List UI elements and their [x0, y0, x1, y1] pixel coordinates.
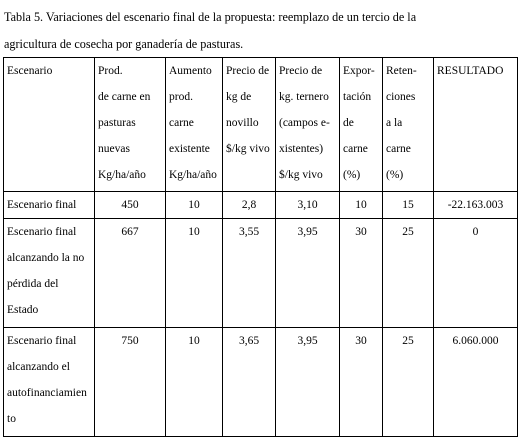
- header-prod-carne: Prod. de carne en pasturas nuevas Kg/ha/año: [95, 58, 166, 192]
- precio-novillo-cell: 3,65: [223, 328, 276, 437]
- aumento-cell: 10: [166, 328, 223, 437]
- aumento-cell: 10: [166, 219, 223, 328]
- table-row: [4, 219, 518, 328]
- header-precio-ternero: Precio de kg. ternero (campos e- xistentes) $/kg vivo: [276, 58, 340, 192]
- header-precio-novillo: Precio de kg de novillo $/kg vivo: [223, 58, 276, 192]
- caption-line-1: Tabla 5. Variaciones del escenario final de la propuesta: reemplazo de un tercio de la: [4, 10, 417, 24]
- exportacion-cell: 10: [340, 192, 383, 219]
- scenario-cell: Escenario final alcanzando la no pérdida del Estado: [4, 219, 95, 328]
- retenciones-cell: 15: [383, 192, 434, 219]
- resultado-cell: 0: [434, 219, 518, 328]
- aumento-cell: 10: [166, 192, 223, 219]
- table-header-row: [4, 58, 518, 192]
- precio-novillo-cell: 2,8: [223, 192, 276, 219]
- exportacion-cell: 30: [340, 219, 383, 328]
- retenciones-cell: 25: [383, 328, 434, 437]
- precio-novillo-cell: 3,55: [223, 219, 276, 328]
- retenciones-cell: 25: [383, 219, 434, 328]
- table-row: [4, 328, 518, 437]
- header-escenario: Escenario: [4, 58, 95, 192]
- prod-carne-cell: 667: [95, 219, 166, 328]
- resultado-cell: -22.163.003: [434, 192, 518, 219]
- exportacion-cell: 30: [340, 328, 383, 437]
- precio-ternero-cell: 3,10: [276, 192, 340, 219]
- table-row: [4, 192, 518, 219]
- header-retenciones: Reten- ciones a la carne (%): [383, 58, 434, 192]
- header-exportacion: Expor- tación de carne (%): [340, 58, 383, 192]
- prod-carne-cell: 750: [95, 328, 166, 437]
- scenario-cell: Escenario final alcanzando el autofinanciamien to: [4, 328, 95, 437]
- table-caption: [4, 4, 514, 58]
- resultado-cell: 6.060.000: [434, 328, 518, 437]
- prod-carne-cell: 450: [95, 192, 166, 219]
- caption-line-2: agricultura de cosecha por ganadería de pasturas.: [4, 37, 244, 51]
- header-aumento-prod: Aumento prod. carne existente Kg/ha/año: [166, 58, 223, 192]
- header-resultado: RESULTADO: [434, 58, 518, 192]
- precio-ternero-cell: 3,95: [276, 328, 340, 437]
- scenario-table: [3, 57, 518, 437]
- scenario-cell: Escenario final: [4, 192, 95, 219]
- precio-ternero-cell: 3,95: [276, 219, 340, 328]
